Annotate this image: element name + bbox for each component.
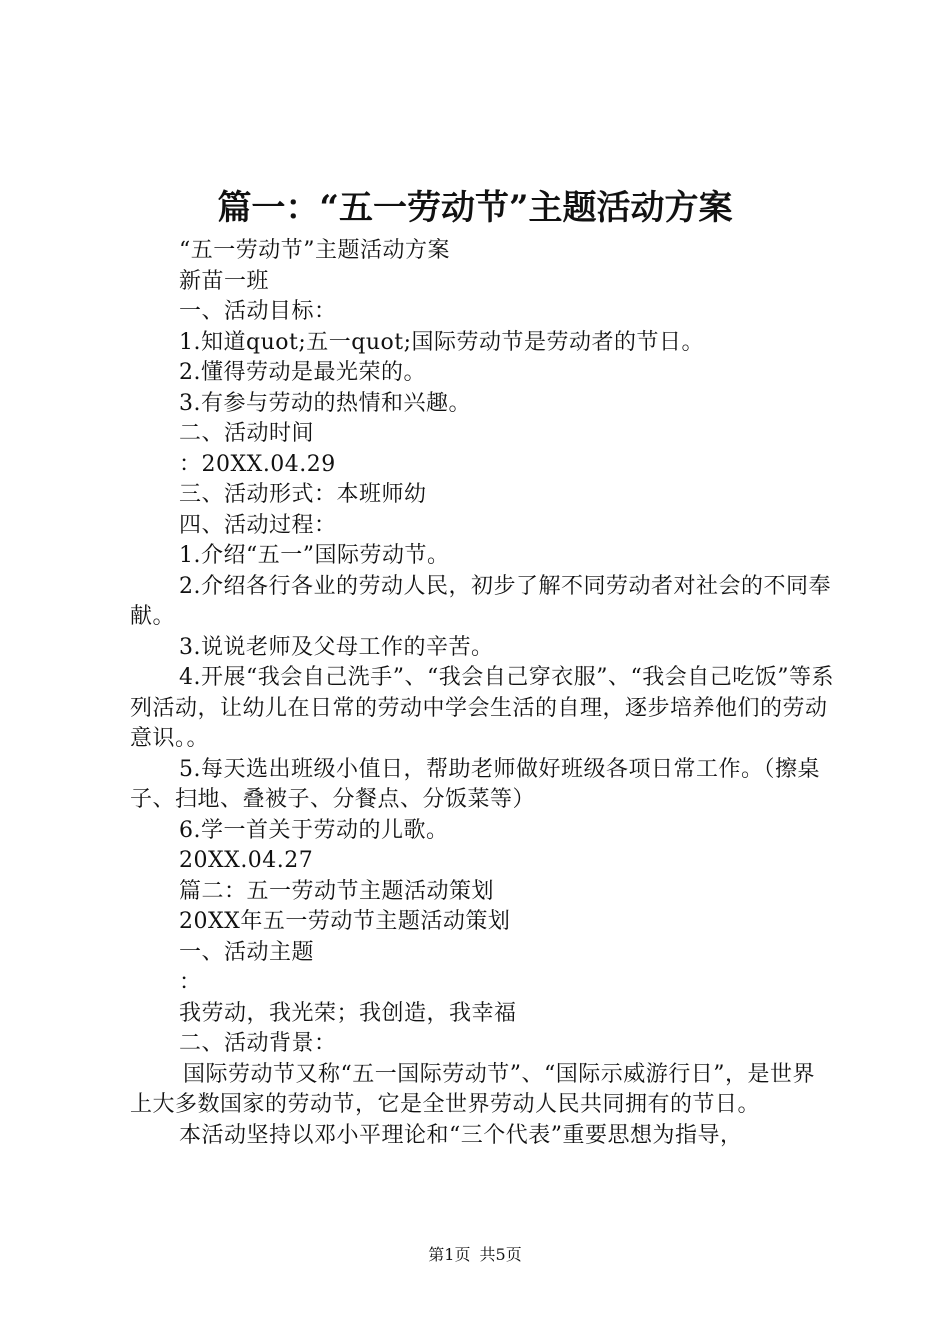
paragraph: “五一劳动节”主题活动方案 (179, 238, 450, 263)
paragraph: 我劳动，我光荣；我创造，我幸福 (179, 1000, 517, 1026)
paragraph: 四、活动过程： (179, 512, 337, 538)
page-footer (0, 1244, 950, 1266)
document-body (130, 236, 835, 1151)
paragraph: 6.学一首关于劳动的儿歌。 (179, 817, 449, 843)
paragraph: 1.介绍“五一”国际劳动节。 (179, 543, 450, 568)
page-title: 篇一：“五一劳动节”主题活动方案 (217, 188, 733, 228)
paragraph: ： (179, 970, 202, 995)
paragraph: 二、活动时间 (179, 421, 315, 446)
paragraph: 2.懂得劳动是最光荣的。 (179, 360, 426, 385)
paragraph: 3.有参与劳动的热情和兴趣。 (179, 390, 471, 416)
paragraph: 4.开展“我会自己洗手”、“我会自己穿衣服”、“我会自己吃饭”等系列活动，让幼儿在日常的劳动中学会生活的自理，逐步培养他们的劳动意识。。 (130, 665, 834, 751)
paragraph: 2.介绍各行各业的劳动人民，初步了解不同劳动者对社会的不同奉献。 (130, 573, 831, 629)
paragraph: 本活动坚持以邓小平理论和“三个代表”重要思想为指导， (179, 1122, 743, 1148)
paragraph: 一、活动目标： (179, 299, 337, 324)
page-number: 第1页 (428, 1245, 471, 1264)
paragraph: 5.每天选出班级小值日，帮助老师做好班级各项日常工作。（擦桌子、扫地、叠被子、分餐点、分饭菜等） (130, 756, 820, 812)
paragraph: 3.说说老师及父母工作的辛苦。 (179, 634, 494, 660)
paragraph: 三、活动形式：本班师幼 (179, 482, 427, 507)
paragraph: 篇二：五一劳动节主题活动策划 (179, 878, 495, 904)
paragraph: 1.知道quot;五一quot;国际劳动节是劳动者的节日。 (179, 329, 704, 355)
paragraph: ：20XX.04.29 (179, 451, 336, 477)
paragraph: 一、活动主题 (179, 939, 315, 965)
paragraph: 二、活动背景： (179, 1031, 337, 1056)
paragraph: 国际劳动节又称“五一国际劳动节”、“国际示威游行日”，是世界上大多数国家的劳动节，它是全世界劳动人民共同拥有的节日。 (130, 1061, 815, 1117)
paragraph: 20XX年五一劳动节主题活动策划 (179, 909, 511, 934)
page-total: 共5页 (479, 1245, 522, 1264)
paragraph: 20XX.04.27 (179, 848, 314, 873)
paragraph: 新苗一班 (179, 268, 270, 294)
